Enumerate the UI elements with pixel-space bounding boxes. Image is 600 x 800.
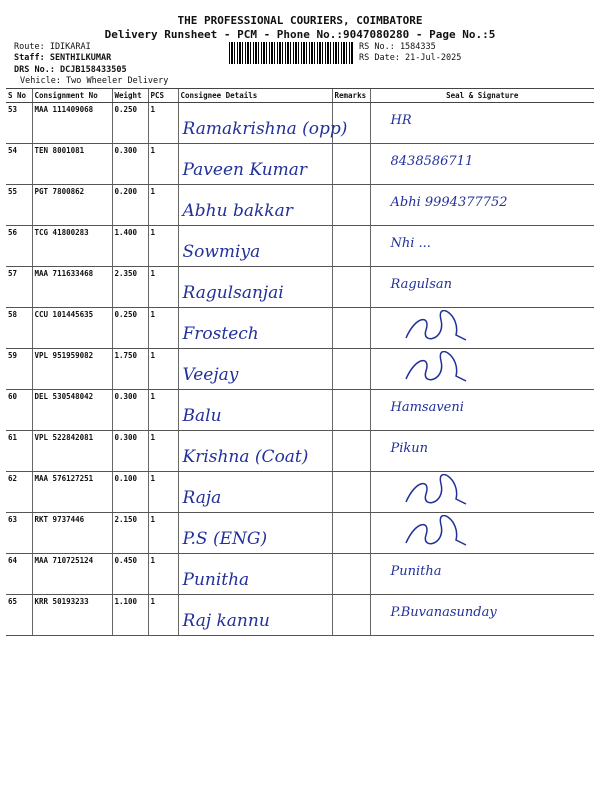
runsheet-subtitle: Delivery Runsheet - PCM - Phone No.:9047080280 - Page No.:5 (104, 28, 496, 41)
cell-weight: 0.250 (112, 308, 148, 349)
cell-consignment-no: TCG 41800283 (32, 226, 112, 267)
cell-consignment-no: MAA 576127251 (32, 472, 112, 513)
handwritten-consignee: Raja (182, 488, 222, 508)
handwritten-signature: Pikun (390, 441, 429, 456)
handwritten-signature: 8438586711 (390, 154, 474, 169)
cell-consignee (178, 554, 332, 595)
col-sno: S No (6, 89, 32, 103)
cell-signature (370, 472, 594, 513)
cell-signature (370, 267, 594, 308)
barcode-image (229, 42, 353, 64)
cell-pcs: 1 (148, 185, 178, 226)
table-row (6, 267, 594, 308)
cell-remarks (332, 349, 370, 390)
cell-signature (370, 308, 594, 349)
cell-pcs: 1 (148, 144, 178, 185)
cell-consignment-no: CCU 101445635 (32, 308, 112, 349)
cell-consignee (178, 595, 332, 636)
cell-pcs: 1 (148, 472, 178, 513)
cell-consignment-no: DEL 530548042 (32, 390, 112, 431)
handwritten-consignee: Abhu bakkar (182, 201, 293, 221)
cell-consignee (178, 185, 332, 226)
cell-sno: 65 (6, 595, 32, 636)
company-title: THE PROFESSIONAL COURIERS, COIMBATORE (177, 14, 423, 27)
cell-remarks (332, 513, 370, 554)
cell-remarks (332, 226, 370, 267)
cell-remarks (332, 472, 370, 513)
cell-weight: 0.300 (112, 431, 148, 472)
table-row (6, 349, 594, 390)
cell-consignment-no: MAA 710725124 (32, 554, 112, 595)
cell-pcs: 1 (148, 513, 178, 554)
cell-consignee (178, 308, 332, 349)
cell-weight: 0.200 (112, 185, 148, 226)
table-row (6, 144, 594, 185)
cell-weight: 0.300 (112, 390, 148, 431)
handwritten-signature: P.Buvanasunday (390, 605, 497, 620)
cell-sno: 54 (6, 144, 32, 185)
cell-sno: 64 (6, 554, 32, 595)
cell-signature (370, 185, 594, 226)
cell-consignee (178, 144, 332, 185)
table-row (6, 595, 594, 636)
cell-consignee (178, 513, 332, 554)
cell-sno: 62 (6, 472, 32, 513)
cell-remarks (332, 308, 370, 349)
handwritten-consignee: Sowmiya (182, 242, 261, 262)
rs-date: RS Date: 21-Jul-2025 (359, 53, 462, 63)
table-row (6, 554, 594, 595)
cell-weight: 1.100 (112, 595, 148, 636)
cell-consignee (178, 472, 332, 513)
cell-signature (370, 144, 594, 185)
handwritten-signature: Punitha (390, 564, 442, 579)
vehicle-label: Vehicle: Two Wheeler Delivery (20, 76, 169, 86)
cell-remarks (332, 185, 370, 226)
cell-remarks (332, 431, 370, 472)
handwritten-signature: Abhi 9994377752 (390, 195, 508, 210)
table-row (6, 226, 594, 267)
table-row (6, 308, 594, 349)
cell-signature (370, 431, 594, 472)
cell-consignment-no: PGT 7800862 (32, 185, 112, 226)
handwritten-signature: HR (390, 113, 412, 128)
signature-scribble-icon (401, 310, 471, 344)
cell-sno: 53 (6, 103, 32, 144)
cell-weight: 0.450 (112, 554, 148, 595)
cell-sno: 56 (6, 226, 32, 267)
handwritten-signature: Ragulsan (390, 277, 452, 292)
cell-weight: 2.350 (112, 267, 148, 308)
handwritten-consignee: Punitha (182, 570, 250, 590)
handwritten-signature: Hamsaveni (390, 400, 464, 415)
cell-signature (370, 513, 594, 554)
handwritten-consignee: Ramakrishna (opp) (182, 119, 348, 139)
cell-consignment-no: TEN 8001081 (32, 144, 112, 185)
cell-pcs: 1 (148, 226, 178, 267)
table-row (6, 185, 594, 226)
cell-sno: 57 (6, 267, 32, 308)
cell-weight: 1.400 (112, 226, 148, 267)
runsheet-table (6, 88, 594, 636)
cell-signature (370, 226, 594, 267)
handwritten-consignee: Krishna (Coat) (182, 447, 309, 467)
col-weight: Weight (112, 89, 148, 103)
cell-consignee (178, 267, 332, 308)
cell-signature (370, 103, 594, 144)
cell-sno: 55 (6, 185, 32, 226)
cell-consignment-no: VPL 951959082 (32, 349, 112, 390)
cell-pcs: 1 (148, 267, 178, 308)
cell-pcs: 1 (148, 431, 178, 472)
cell-remarks (332, 554, 370, 595)
cell-pcs: 1 (148, 308, 178, 349)
cell-weight: 2.150 (112, 513, 148, 554)
cell-consignment-no: MAA 711633468 (32, 267, 112, 308)
cell-signature (370, 554, 594, 595)
cell-weight: 1.750 (112, 349, 148, 390)
handwritten-consignee: Raj kannu (182, 611, 270, 631)
cell-consignment-no: VPL 522842081 (32, 431, 112, 472)
cell-sno: 61 (6, 431, 32, 472)
cell-weight: 0.250 (112, 103, 148, 144)
cell-consignee (178, 431, 332, 472)
table-row (6, 103, 594, 144)
cell-pcs: 1 (148, 595, 178, 636)
handwritten-consignee: Veejay (182, 365, 239, 385)
cell-remarks (332, 267, 370, 308)
cell-sno: 59 (6, 349, 32, 390)
route-label: Route: IDIKARAI (14, 42, 91, 52)
cell-sno: 63 (6, 513, 32, 554)
table-header-row (6, 89, 594, 103)
cell-signature (370, 390, 594, 431)
col-consignee: Consignee Details (178, 89, 332, 103)
handwritten-consignee: Ragulsanjai (182, 283, 284, 303)
table-row (6, 472, 594, 513)
cell-consignment-no: KRR 50193233 (32, 595, 112, 636)
handwritten-consignee: Paveen Kumar (182, 160, 308, 180)
handwritten-signature: Nhi ... (390, 236, 431, 251)
drs-label: DRS No.: DCJB158433505 (14, 65, 127, 75)
cell-signature (370, 349, 594, 390)
cell-sno: 58 (6, 308, 32, 349)
handwritten-consignee: Balu (182, 406, 222, 426)
signature-scribble-icon (401, 474, 471, 508)
col-signature: Seal & Signature (370, 89, 594, 103)
cell-consignee (178, 226, 332, 267)
rs-number: RS No.: 1584335 (359, 42, 436, 52)
cell-pcs: 1 (148, 349, 178, 390)
cell-remarks (332, 144, 370, 185)
cell-consignment-no: MAA 111409068 (32, 103, 112, 144)
cell-weight: 0.300 (112, 144, 148, 185)
cell-consignment-no: RKT 9737446 (32, 513, 112, 554)
cell-remarks (332, 103, 370, 144)
cell-sno: 60 (6, 390, 32, 431)
cell-weight: 0.100 (112, 472, 148, 513)
table-row (6, 513, 594, 554)
col-remarks: Remarks (332, 89, 370, 103)
cell-pcs: 1 (148, 390, 178, 431)
signature-scribble-icon (401, 515, 471, 549)
cell-pcs: 1 (148, 103, 178, 144)
cell-remarks (332, 390, 370, 431)
staff-label: Staff: SENTHILKUMAR (14, 53, 112, 63)
handwritten-consignee: Frostech (182, 324, 259, 344)
cell-signature (370, 595, 594, 636)
table-row (6, 431, 594, 472)
cell-pcs: 1 (148, 554, 178, 595)
col-pcs: PCS (148, 89, 178, 103)
col-consignment: Consignment No (32, 89, 112, 103)
cell-remarks (332, 595, 370, 636)
handwritten-consignee: P.S (ENG) (182, 529, 268, 549)
cell-consignee (178, 103, 348, 144)
table-row (6, 390, 594, 431)
cell-consignee (178, 349, 332, 390)
cell-consignee (178, 390, 332, 431)
signature-scribble-icon (401, 351, 471, 385)
